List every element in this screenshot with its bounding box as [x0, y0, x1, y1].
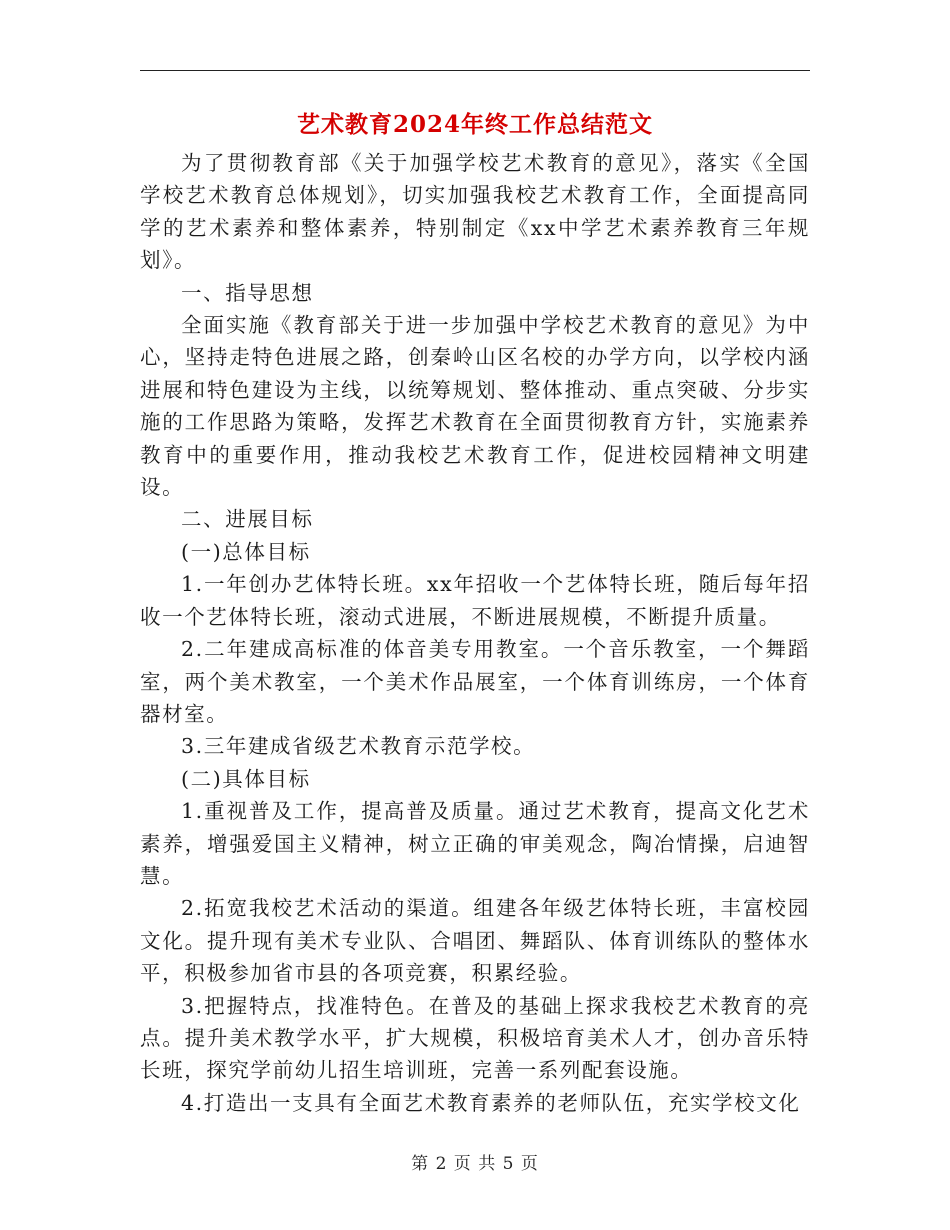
page-footer	[0, 1152, 950, 1176]
subheading-overall-goals: (一)总体目标	[181, 539, 311, 564]
document-title: 艺术教育2024年终工作总结范文	[296, 111, 653, 138]
paragraph-guiding-thought: 全面实施《教育部关于进一步加强中学校艺术教育的意见》为中心，坚持走特色进展之路，创秦岭山区名校的办学方向，以学校内涵进展和特色建设为主线，以统筹规划、整体推动、重点突破、分步实施的工作思路为策略，发挥艺术教育在全面贯彻教育方针，实施素养教育中的重要作用，推动我校艺术教育工作，促进校园精神文明建设。	[140, 313, 810, 500]
document-body	[140, 147, 810, 1119]
header-rule	[140, 70, 810, 71]
paragraph-overall-goal-3: 3.三年建成省级艺术教育示范学校。	[181, 734, 536, 759]
subheading-specific-goals: (二)具体目标	[181, 766, 311, 791]
page-number-label: 第 2 页 共 5 页	[411, 1154, 539, 1174]
paragraph-specific-goal-1: 1.重视普及工作，提高普及质量。通过艺术教育，提高文化艺术素养，增强爱国主义精神，树立正确的审美观念，陶冶情操，启迪智慧。	[140, 799, 810, 888]
heading-guiding-thought: 一、指导思想	[181, 280, 314, 305]
paragraph-specific-goal-3: 3.把握特点，找准特色。在普及的基础上探求我校艺术教育的亮点。提升美术教学水平，扩大规模，积极培育美术人才，创办音乐特长班，探究学前幼儿招生培训班，完善一系列配套设施。	[140, 993, 810, 1083]
paragraph-specific-goal-2: 2.拓宽我校艺术活动的渠道。组建各年级艺体特长班，丰富校园文化。提升现有美术专业队、合唱团、舞蹈队、体育训练队的整体水平，积极参加省市县的各项竞赛，积累经验。	[140, 896, 810, 986]
paragraph-specific-goal-4: 4.打造出一支具有全面艺术教育素养的老师队伍，充实学校文化	[181, 1090, 801, 1115]
paragraph-overall-goal-2: 2.二年建成高标准的体音美专用教室。一个音乐教室，一个舞蹈室，两个美术教室，一个美术作品展室，一个体育训练房，一个体育器材室。	[140, 637, 810, 726]
paragraph-overall-goal-1: 1.一年创办艺体特长班。xx年招收一个艺体特长班，随后每年招收一个艺体特长班，滚动式进展，不断进展规模，不断提升质量。	[140, 572, 810, 629]
heading-development-goals: 二、进展目标	[181, 507, 314, 532]
paragraph-intro: 为了贯彻教育部《关于加强学校艺术教育的意见》，落实《全国学校艺术教育总体规划》，切实加强我校艺术教育工作，全面提高同学的艺术素养和整体素养，特别制定《xx中学艺术素养教育三年规划》。	[140, 151, 810, 273]
